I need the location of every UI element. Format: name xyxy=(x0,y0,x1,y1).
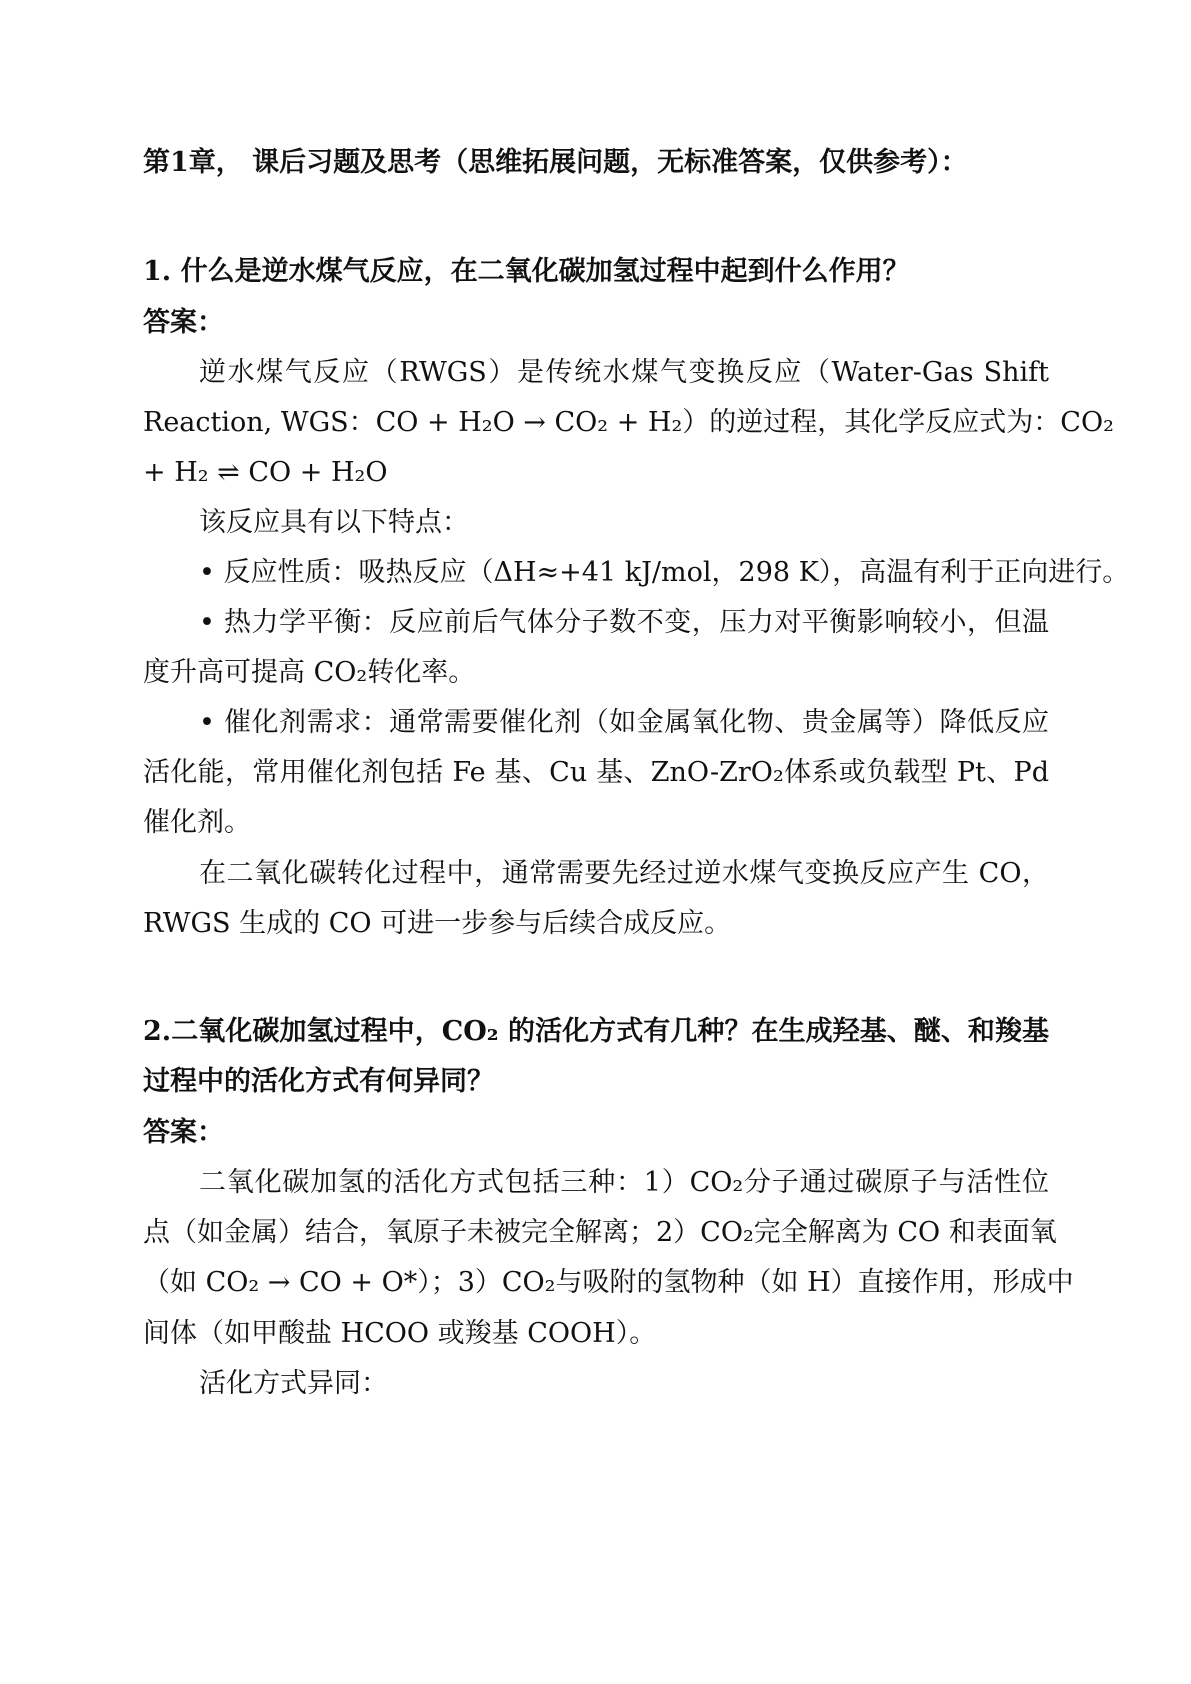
question-2-line-1: 2.二氧化碳加氢过程中，CO₂ 的活化方式有几种？在生成羟基、醚、和羧基 xyxy=(143,1016,1049,1047)
question-2-line-2: 过程中的活化方式有何异同？ xyxy=(143,1066,494,1097)
q2-paragraph-1-line-3: （如 CO₂ → CO + O*）；3）CO₂与吸附的氢物种（如 H）直接作用，形成中 xyxy=(143,1267,1074,1298)
answer-label-1: 答案： xyxy=(143,307,224,338)
q2-paragraph-2: 活化方式异同： xyxy=(199,1368,388,1399)
q1-bullet-2-line-1: • 热力学平衡：反应前后气体分子数不变，压力对平衡影响较小，但温 xyxy=(199,607,1049,638)
q1-bullet-3-line-2: 活化能，常用催化剂包括 Fe 基、Cu 基、ZnO-ZrO₂体系或负载型 Pt、Pd xyxy=(143,757,1049,788)
q2-paragraph-1-line-4: 间体（如甲酸盐 HCOO 或羧基 COOH）。 xyxy=(143,1318,657,1349)
q1-paragraph-2: 该反应具有以下特点： xyxy=(199,507,469,538)
chapter-title: 第1章， 课后习题及思考（思维拓展问题，无标准答案，仅供参考）： xyxy=(143,147,968,178)
q1-bullet-2-line-2: 度升高可提高 CO₂转化率。 xyxy=(143,657,476,688)
q1-bullet-1: • 反应性质：吸热反应（ΔH≈+41 kJ/mol，298 K），高温有利于正向进行。 xyxy=(199,557,1130,588)
question-1: 1. 什么是逆水煤气反应，在二氧化碳加氢过程中起到什么作用？ xyxy=(143,256,910,287)
answer-label-2: 答案： xyxy=(143,1117,224,1148)
q1-paragraph-3-line-1: 在二氧化碳转化过程中，通常需要先经过逆水煤气变换反应产生 CO， xyxy=(199,858,1049,889)
q1-paragraph-1-line-3: + H₂ ⇌ CO + H₂O xyxy=(143,457,388,488)
document-page xyxy=(143,0,1130,1684)
q2-paragraph-1-line-1: 二氧化碳加氢的活化方式包括三种：1）CO₂分子通过碳原子与活性位 xyxy=(199,1167,1049,1198)
q2-paragraph-1-line-2: 点（如金属）结合，氧原子未被完全解离；2）CO₂完全解离为 CO 和表面氧 xyxy=(143,1217,1057,1248)
q1-bullet-3-line-3: 催化剂。 xyxy=(143,807,251,838)
q1-paragraph-3-line-2: RWGS 生成的 CO 可进一步参与后续合成反应。 xyxy=(143,908,732,939)
q1-bullet-3-line-1: • 催化剂需求：通常需要催化剂（如金属氧化物、贵金属等）降低反应 xyxy=(199,707,1049,738)
q1-paragraph-1-line-2: Reaction, WGS：CO + H₂O → CO₂ + H₂）的逆过程，其化学反应式为：CO₂ xyxy=(143,407,1114,438)
q1-paragraph-1-line-1: 逆水煤气反应（RWGS）是传统水煤气变换反应（Water-Gas Shift xyxy=(199,357,1049,388)
